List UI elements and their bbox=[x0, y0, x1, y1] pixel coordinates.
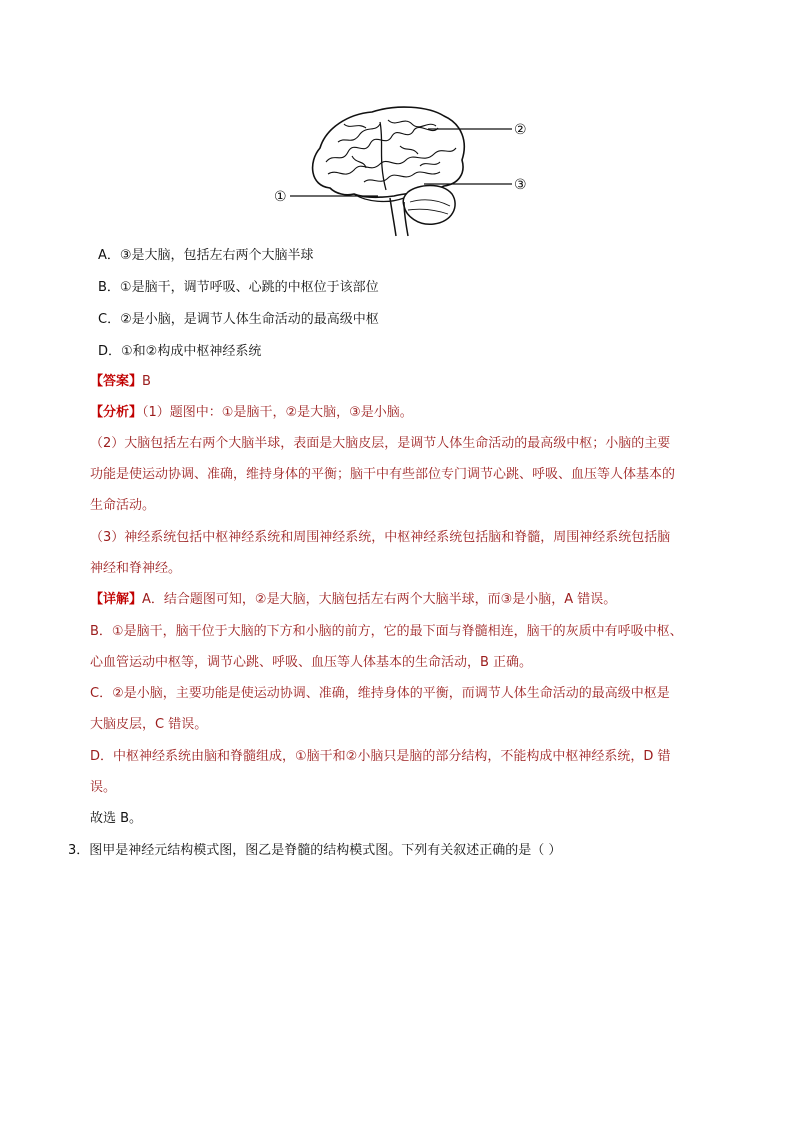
option-b: B．①是脑干，调节呼吸、心跳的中枢位于该部位 bbox=[98, 280, 379, 295]
label-2: ② bbox=[514, 122, 527, 138]
detail-text-7: 误。 bbox=[90, 780, 117, 795]
option-d: D．①和②构成中枢神经系统 bbox=[98, 344, 262, 359]
detail-text-3: 心血管运动中枢等，调节心跳、呼吸、血压等人体基本的生命活动，B 正确。 bbox=[90, 655, 533, 670]
label-1: ① bbox=[274, 189, 287, 205]
question-3: 3．图甲是神经元结构模式图，图乙是脊髓的结构模式图。下列有关叙述正确的是（ ） bbox=[68, 843, 562, 858]
label-3: ③ bbox=[514, 177, 527, 193]
answer-tag: 【答案】 bbox=[90, 374, 143, 389]
analysis-line-1 bbox=[90, 403, 413, 423]
analysis-text-1: （1）题图中：①是脑干，②是大脑，③是小脑。 bbox=[142, 405, 413, 420]
detail-text-6: D．中枢神经系统由脑和脊髓组成，①脑干和②小脑只是脑的部分结构，不能构成中枢神经系统，D 错 bbox=[90, 749, 671, 764]
brain-diagram bbox=[268, 102, 530, 238]
analysis-text-5: （3）神经系统包括中枢神经系统和周围神经系统，中枢神经系统包括脑和脊髓，周围神经系统包括脑 bbox=[90, 530, 671, 545]
detail-text-5: 大脑皮层，C 错误。 bbox=[90, 717, 208, 732]
option-a: A．③是大脑，包括左右两个大脑半球 bbox=[98, 248, 314, 263]
analysis-text-4: 生命活动。 bbox=[90, 498, 156, 513]
detail-text-2: B．①是脑干，脑干位于大脑的下方和小脑的前方，它的最下面与脊髓相连，脑干的灰质中有呼吸中枢、 bbox=[90, 624, 683, 639]
analysis-tag: 【分析】 bbox=[90, 405, 143, 420]
detail-text-4: C．②是小脑，主要功能是使运动协调、准确，维持身体的平衡，而调节人体生命活动的最高级中枢是 bbox=[90, 686, 670, 701]
answer-line bbox=[90, 372, 151, 392]
detail-line-1 bbox=[90, 590, 616, 610]
detail-text-1: A．结合题图可知，②是大脑，大脑包括左右两个大脑半球，而③是小脑，A 错误。 bbox=[142, 592, 617, 607]
detail-tag: 【详解】 bbox=[90, 592, 143, 607]
option-c: C．②是小脑，是调节人体生命活动的最高级中枢 bbox=[98, 312, 379, 327]
answer-value: B bbox=[142, 374, 151, 389]
analysis-text-2: （2）大脑包括左右两个大脑半球，表面是大脑皮层，是调节人体生命活动的最高级中枢；小脑的主要 bbox=[90, 436, 671, 451]
analysis-text-3: 功能是使运动协调、准确，维持身体的平衡；脑干中有些部位专门调节心跳、呼吸、血压等人体基本的 bbox=[90, 467, 676, 482]
conclusion: 故选 B。 bbox=[90, 811, 143, 826]
analysis-text-6: 神经和脊神经。 bbox=[90, 561, 182, 576]
